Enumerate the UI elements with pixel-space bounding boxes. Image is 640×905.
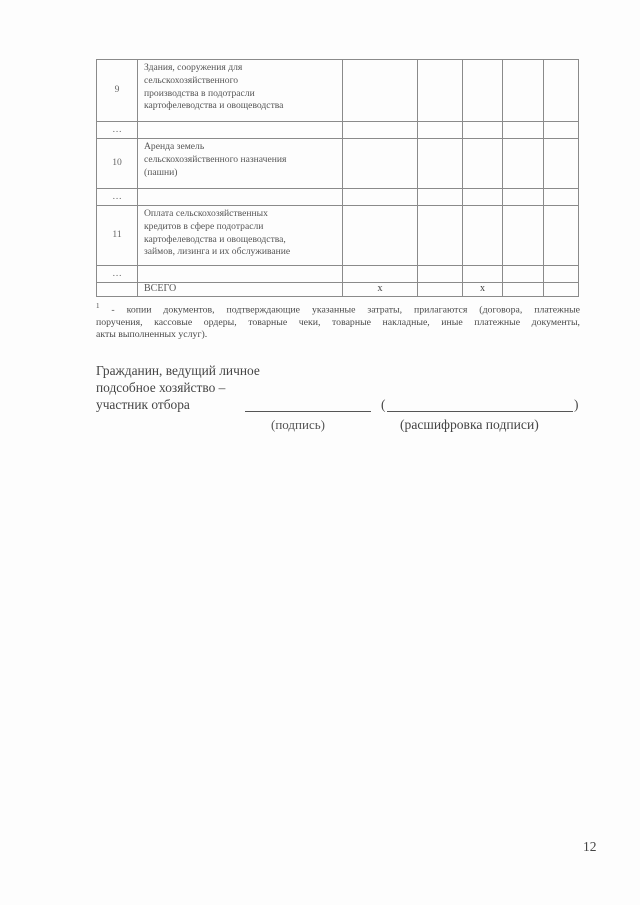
table-cell [544, 206, 579, 266]
table-cell [138, 122, 343, 139]
table-cell [418, 60, 463, 122]
table-cell [503, 189, 544, 206]
close-paren: ) [574, 397, 579, 412]
table-cell [544, 283, 579, 297]
expense-name-line: (пашни) [144, 166, 178, 178]
signature-decoding-field[interactable] [387, 411, 573, 412]
footnote-line [96, 300, 580, 317]
table-cell [343, 206, 418, 266]
table-cell [503, 60, 544, 122]
table-cell [463, 122, 503, 139]
expense-name [138, 139, 343, 189]
table-cell [418, 189, 463, 206]
row-ellipsis: … [97, 266, 138, 283]
table-cell [503, 266, 544, 283]
footnote-line: акты выполненных услуг). [96, 329, 208, 341]
table-cell [343, 189, 418, 206]
table-cell [503, 283, 544, 297]
signatory-line: участник отбора [96, 397, 190, 412]
table-row [97, 189, 579, 206]
table-cell [463, 139, 503, 189]
signature-caption: (подпись) [271, 417, 325, 432]
expense-name [138, 206, 343, 266]
table-cell [544, 189, 579, 206]
expense-name-line: сельскохозяйственного [144, 74, 239, 86]
footnote-marker: 1 [96, 302, 100, 310]
expenses-table [96, 59, 579, 297]
table-row [97, 266, 579, 283]
table-cell [343, 266, 418, 283]
expense-name-line: картофелеводства и овощеводства [144, 100, 284, 112]
expense-name-line: картофелеводства и овощеводства, [144, 233, 286, 245]
table-cell [138, 189, 343, 206]
table-cell [343, 139, 418, 189]
table-cell [544, 266, 579, 283]
table-row [97, 60, 579, 122]
open-paren: ( [381, 397, 386, 412]
table-cell [418, 139, 463, 189]
table-cell [503, 206, 544, 266]
total-label: ВСЕГО [138, 283, 343, 297]
table-row [97, 122, 579, 139]
signatory-line: подсобное хозяйство – [96, 380, 226, 395]
table-cell [418, 266, 463, 283]
table-cell [463, 60, 503, 122]
table-cell [418, 283, 463, 297]
table-cell [418, 122, 463, 139]
table-cell [463, 206, 503, 266]
expense-name-line: сельскохозяйственного назначения [144, 153, 287, 165]
table-cell [97, 283, 138, 297]
page-number: 12 [583, 839, 597, 854]
row-ellipsis: … [97, 189, 138, 206]
table-cell [343, 60, 418, 122]
table-cell [418, 206, 463, 266]
expense-name-line: Здания, сооружения для [144, 62, 243, 73]
expense-name-line: Оплата сельскохозяйственных [144, 208, 268, 219]
table-row [97, 206, 579, 266]
row-number: 11 [97, 206, 138, 266]
table-cell [138, 266, 343, 283]
expense-name-line: займов, лизинга и их обслуживание [144, 246, 291, 258]
table-cell [463, 266, 503, 283]
signature-field[interactable] [245, 411, 371, 412]
total-mark: х [343, 283, 418, 297]
table-cell [544, 122, 579, 139]
table-cell [544, 139, 579, 189]
table-cell [503, 122, 544, 139]
footnote-line: поручения, кассовые ордеры, товарные чеки, товарные накладные, иные платежные документы, [96, 316, 580, 328]
table-cell [463, 189, 503, 206]
footnote-text: - копии документов, подтверждающие указанные затраты, прилагаются (договора, платежные [99, 304, 580, 316]
table-cell [503, 139, 544, 189]
table-row [97, 139, 579, 189]
row-ellipsis: … [97, 122, 138, 139]
expense-name-line: кредитов в сфере подотрасли [144, 220, 264, 232]
row-number: 10 [97, 139, 138, 189]
expense-name-line: производства в подотрасли [144, 87, 255, 99]
table-cell [343, 122, 418, 139]
table-cell [544, 60, 579, 122]
expense-name [138, 60, 343, 122]
expense-name-line: Аренда земель [144, 141, 205, 152]
row-number: 9 [97, 60, 138, 122]
signatory-line: Гражданин, ведущий личное [96, 363, 260, 378]
signatory-label [96, 362, 260, 413]
decoding-caption: (расшифровка подписи) [400, 417, 539, 432]
footnote [96, 300, 580, 342]
total-row [97, 283, 579, 297]
total-mark: х [463, 283, 503, 297]
